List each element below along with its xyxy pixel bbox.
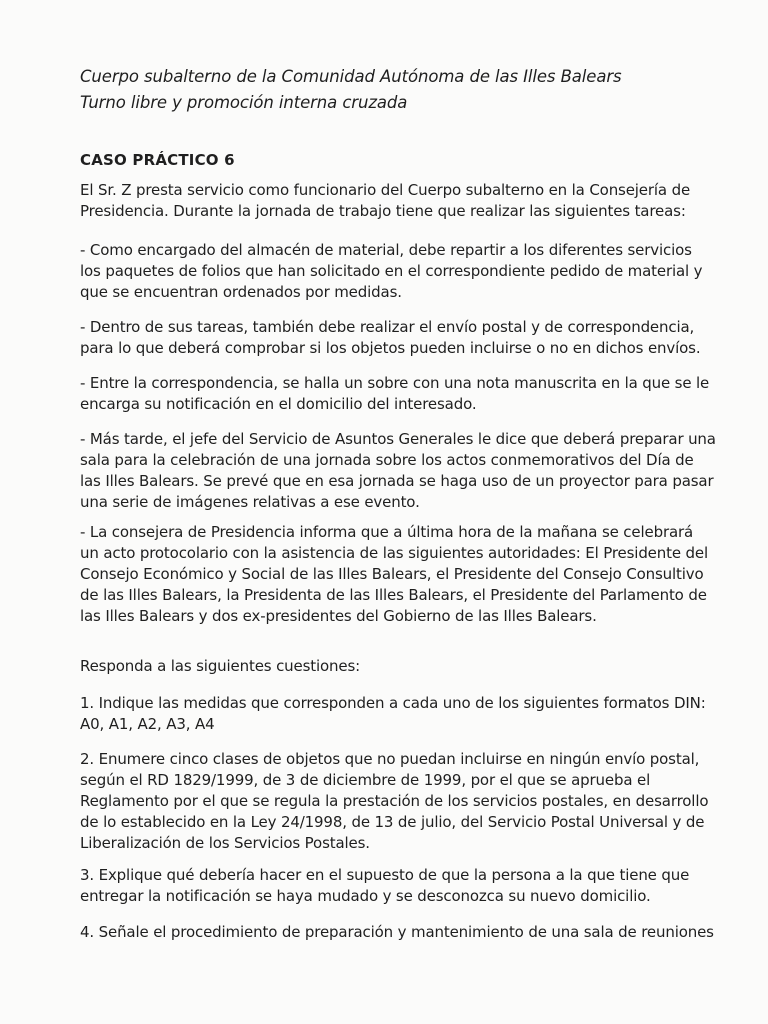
task-paragraph-3 [80,373,720,415]
task-paragraph-5 [80,522,720,627]
paragraph-line: Liberalización de los Servicios Postales. [80,834,370,852]
paragraph-line: 1. Indique las medidas que corresponden a cada uno de los siguientes formatos DIN: [80,694,706,712]
paragraph-line: 3. Explique qué debería hacer en el supuesto de que la persona a la que tiene que [80,866,690,884]
paragraph-line: de las Illes Balears, la Presidenta de las Illes Balears, el Presidente del Parlamento de [80,586,707,604]
header-title: Cuerpo subalterno de la Comunidad Autónoma de las Illes Balears [80,67,622,86]
paragraph-line: los paquetes de folios que han solicitado en el correspondiente pedido de material y [80,262,703,280]
paragraph-line: 4. Señale el procedimiento de preparación y mantenimiento de una sala de reuniones [80,923,714,941]
task-paragraph-2 [80,317,720,359]
paragraph-line: El Sr. Z presta servicio como funcionario del Cuerpo subalterno en la Consejería de [80,181,691,199]
paragraph-line: que se encuentran ordenados por medidas. [80,283,402,301]
intro-paragraph [80,180,720,222]
paragraph-line: Responda a las siguientes cuestiones: [80,657,361,675]
case-title: CASO PRÁCTICO 6 [80,151,235,169]
paragraph-line: Reglamento por el que se regula la prestación de los servicios postales, en desarrollo [80,792,709,810]
paragraph-line: un acto protocolario con la asistencia de las siguientes autoridades: El Presidente del [80,544,709,562]
question-1 [80,693,720,735]
questions-intro [80,656,720,677]
paragraph-line: una serie de imágenes relativas a ese evento. [80,493,420,511]
task-paragraph-1 [80,240,720,303]
header-subtitle: Turno libre y promoción interna cruzada [80,93,408,112]
paragraph-line: entregar la notificación se haya mudado y se desconozca su nuevo domicilio. [80,887,651,905]
question-2 [80,749,720,854]
paragraph-line: Presidencia. Durante la jornada de trabajo tiene que realizar las siguientes tareas: [80,202,686,220]
paragraph-line: - Dentro de sus tareas, también debe realizar el envío postal y de correspondencia, [80,318,695,336]
paragraph-line: encarga su notificación en el domicilio del interesado. [80,395,477,413]
paragraph-line: las Illes Balears y dos ex-presidentes del Gobierno de las Illes Balears. [80,607,597,625]
paragraph-line: las Illes Balears. Se prevé que en esa jornada se haga uso de un proyector para pasar [80,472,714,490]
document-header [80,64,720,116]
paragraph-line: sala para la celebración de una jornada sobre los actos conmemorativos del Día de [80,451,694,469]
question-3 [80,865,720,907]
paragraph-line: A0, A1, A2, A3, A4 [80,715,215,733]
paragraph-line: - Como encargado del almacén de material, debe repartir a los diferentes servicios [80,241,692,259]
paragraph-line: - La consejera de Presidencia informa que a última hora de la mañana se celebrará [80,523,694,541]
paragraph-line: - Más tarde, el jefe del Servicio de Asuntos Generales le dice que deberá preparar una [80,430,716,448]
paragraph-line: 2. Enumere cinco clases de objetos que no puedan incluirse en ningún envío postal, [80,750,700,768]
question-4 [80,922,720,943]
paragraph-line: - Entre la correspondencia, se halla un sobre con una nota manuscrita en la que se le [80,374,710,392]
task-paragraph-4 [80,429,720,513]
paragraph-line: según el RD 1829/1999, de 3 de diciembre de 1999, por el que se aprueba el [80,771,651,789]
paragraph-line: Consejo Económico y Social de las Illes Balears, el Presidente del Consejo Consultivo [80,565,704,583]
paragraph-line: de lo establecido en la Ley 24/1998, de 13 de julio, del Servicio Postal Universal y de [80,813,705,831]
paragraph-line: para lo que deberá comprobar si los objetos pueden incluirse o no en dichos envíos. [80,339,701,357]
